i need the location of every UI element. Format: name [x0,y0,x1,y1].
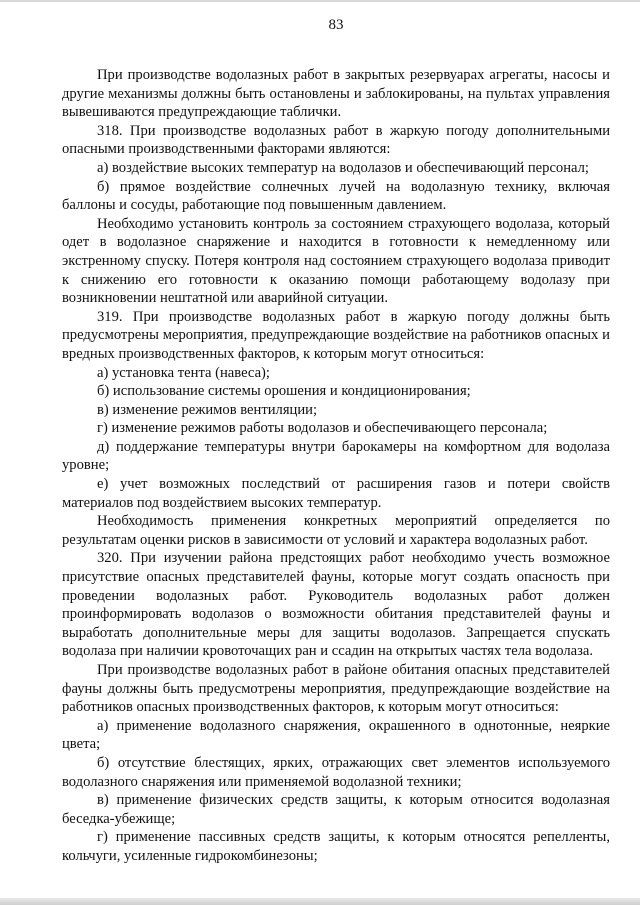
page-number: 83 [328,17,344,33]
paragraph-closed-reservoirs: При производстве водолазных работ в закрытых резервуарах агрегаты, насосы и другие механизмы должны быть остановлены и заблокированы, на пультах управления вывешиваются предупреждающие таблички. [62,67,610,121]
paragraph-319: 319. При производстве водолазных работ в жаркую погоду должны быть предусмотрены мероприятия, предупреждающие воздействие на работников опасных и вредных производственных факторов, к которым могут относиться: [62,308,610,362]
paragraph-risk-assessment: Необходимость применения конкретных мероприятий определяется по результатам оценки рисков в зависимости от условий и характера водолазных работ. [62,513,610,548]
list-item-fauna-g: г) применение пассивных средств защиты, к которым относятся репелленты, кольчуги, усиленные гидрокомбинезоны; [62,829,610,864]
paragraph-fauna-measures: При производстве водолазных работ в районе обитания опасных представителей фауны должны быть предусмотрены мероприятия, предупреждающие воздействие на работников опасных производственных факторов, к которым могут относиться: [62,662,610,716]
list-item-319-b: б) использование системы орошения и кондиционирования; [97,383,471,400]
list-item-319-d: д) поддержание температуры внутри барокамеры на комфортном для водолаза уровне; [62,438,610,474]
list-item-319-e: е) учет возможных последствий от расширения газов и потери свойств материалов под воздействием высоких температур. [62,476,610,511]
scan-top-edge [0,0,640,2]
list-item-318-a: а) воздействие высоких температур на водолазов и обеспечивающий персонал; [97,159,589,176]
list-item-319-g: г) изменение режимов работы водолазов и обеспечивающего персонала; [97,420,548,437]
list-item-319-v: в) изменение режимов вентиляции; [97,401,318,418]
scan-bottom-edge [0,898,640,905]
list-item-fauna-v: в) применение физических средств защиты, к которым относится водолазная беседка-убежище; [62,792,610,827]
list-item-fauna-a: а) применение водолазного снаряжения, окрашенного в однотонные, неяркие цвета; [62,717,610,753]
paragraph-standby-diver: Необходимо установить контроль за состоянием страхующего водолаза, который одет в водолазное снаряжение и находится в готовности к немедленному или экстренному спуску. Потеря контроля над состоянием страхующего водолаза приводит к снижению его готовности к оказанию помощи работающему водолазу при возникновении нештатной или аварийной ситуации. [62,215,610,307]
paragraph-320: 320. При изучении района предстоящих работ необходимо учесть возможное присутствие опасных представителей фауны, которые могут создать опасность при проведении водолазных работ. Руководитель водолазных работ должен проинформировать водолазов о возможности обитания представителей фауны и выработать дополнительные меры для защиты водолазов. Запрещается спускать водолаза при наличии кровоточащих ран и ссадин на открытых частях тела водолаза. [62,550,610,660]
list-item-319-a: а) установка тента (навеса); [97,364,270,381]
document-body [62,66,610,866]
list-item-318-b: б) прямое воздействие солнечных лучей на водолазную технику, включая баллоны и сосуды, работающие под повышенным давлением. [62,178,610,214]
list-item-fauna-b: б) отсутствие блестящих, ярких, отражающих свет элементов используемого водолазного снаряжения или применяемой водолазной техники; [62,754,610,790]
paragraph-318: 318. При производстве водолазных работ в жаркую погоду дополнительными опасными производственными факторами являются: [62,122,610,158]
